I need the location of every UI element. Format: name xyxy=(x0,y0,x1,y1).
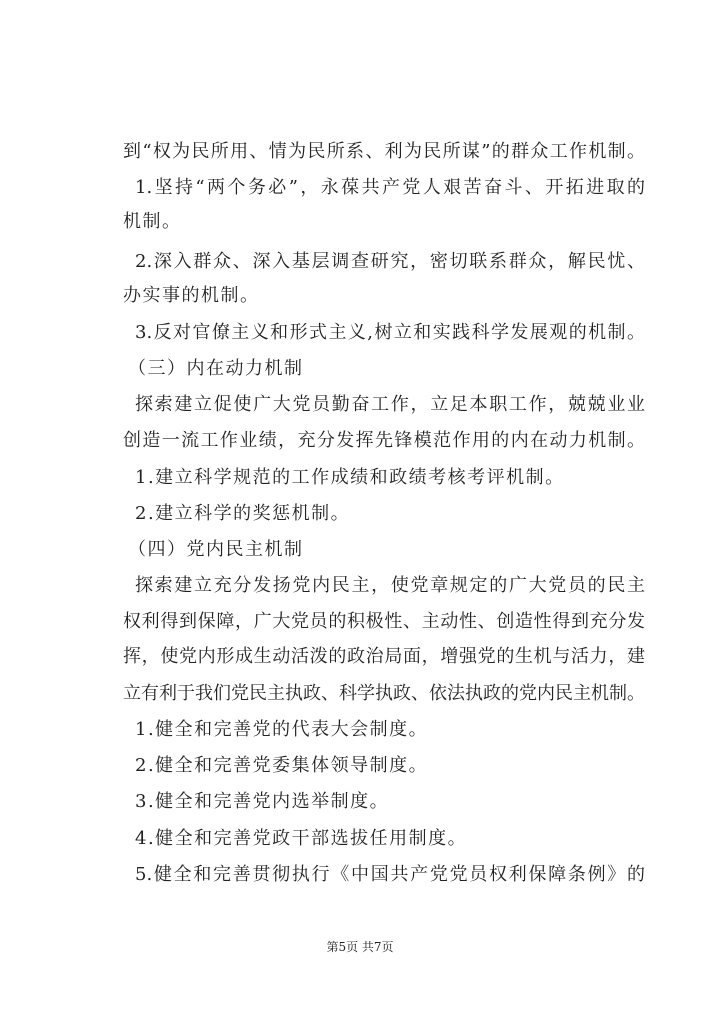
list-item: 1.健全和完善党的代表大会制度。 xyxy=(135,719,429,740)
list-item: 1.坚持“两个务必”，永葆共产党人艰苦奋斗、开拓进取的 xyxy=(135,177,645,198)
list-item: 3.反对官僚主义和形式主义,树立和实践科学发展观的机制。 xyxy=(135,322,645,343)
paragraph-line: 立有利于我们党民主执政、科学执政、依法执政的党内民主机制。 xyxy=(123,683,645,704)
list-item: 4.健全和完善党政干部选拔任用制度。 xyxy=(135,828,468,849)
paragraph-line: 办实事的机制。 xyxy=(123,285,260,306)
paragraph-line: 机制。 xyxy=(123,211,182,232)
section-heading: （四）党内民主机制 xyxy=(128,539,304,560)
paragraph-line: 权利得到保障，广大党员的积极性、主动性、创造性得到充分发 xyxy=(123,611,645,632)
list-item: 1.建立科学规范的工作成绩和政绩考核考评机制。 xyxy=(135,467,565,488)
paragraph-line: 探索建立促使广大党员勤奋工作，立足本职工作，兢兢业业 xyxy=(135,394,645,415)
list-item: 2.建立科学的奖惩机制。 xyxy=(135,503,351,524)
section-heading: （三）内在动力机制 xyxy=(128,358,304,379)
list-item: 5.健全和完善贯彻执行《中国共产党党员权利保障条例》的 xyxy=(135,864,645,885)
paragraph-line: 创造一流工作业绩，充分发挥先锋模范作用的内在动力机制。 xyxy=(123,430,645,451)
paragraph-line: 探索建立充分发扬党内民主，使党章规定的广大党员的民主 xyxy=(135,575,645,596)
page-number: 第5页 共7页 xyxy=(326,940,394,954)
paragraph-line: 到“权为民所用、情为民所系、利为民所谋”的群众工作机制。 xyxy=(123,141,645,162)
paragraph-line: 挥，使党内形成生动活泼的政治局面，增强党的生机与活力，建 xyxy=(123,646,645,667)
list-item: 3.健全和完善党内选举制度。 xyxy=(135,791,390,812)
list-item: 2.深入群众、深入基层调查研究，密切联系群众，解民忧、 xyxy=(135,251,645,272)
list-item: 2.健全和完善党委集体领导制度。 xyxy=(135,755,429,776)
